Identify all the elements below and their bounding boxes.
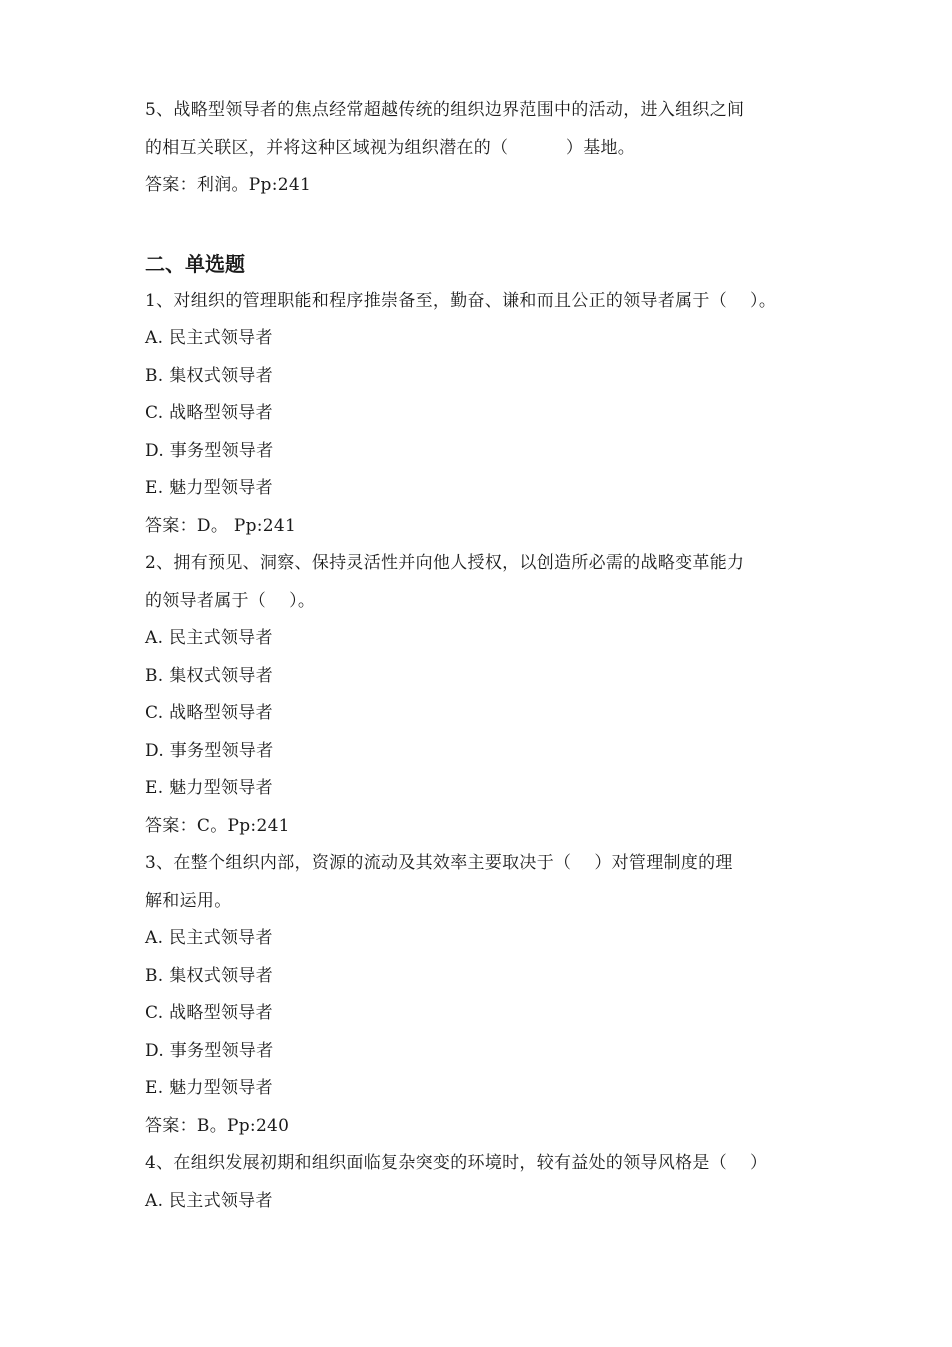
question-2-option-b: B. 集权式领导者 [145, 665, 273, 686]
question-3-option-e: E. 魅力型领导者 [145, 1078, 273, 1098]
q5-text-line-1: 5、战略型领导者的焦点经常超越传统的组织边界范围中的活动，进入组织之间 [145, 100, 745, 120]
question-3-option-d: D. 事务型领导者 [145, 1040, 274, 1061]
question-2-option-e: E. 魅力型领导者 [145, 778, 273, 798]
question-3-answer: 答案：B。Pp:240 [145, 1115, 290, 1136]
question-3-option-a: A. 民主式领导者 [145, 928, 273, 948]
question-1-answer: 答案：D。 Pp:241 [145, 515, 297, 536]
question-3-text-line-1: 3、在整个组织内部，资源的流动及其效率主要取决于（ ）对管理制度的理 [145, 853, 733, 873]
question-1-option-e: E. 魅力型领导者 [145, 478, 273, 498]
question-2-option-a: A. 民主式领导者 [145, 628, 273, 648]
document-page [145, 92, 825, 1220]
question-2-answer: 答案：C。Pp:241 [145, 815, 290, 836]
question-3-option-c: C. 战略型领导者 [145, 1003, 273, 1023]
question-3-option-b: B. 集权式领导者 [145, 965, 273, 986]
question-1-text: 1、对组织的管理职能和程序推崇备至，勤奋、谦和而且公正的领导者属于（ ）。 [145, 290, 777, 311]
question-1-option-a: A. 民主式领导者 [145, 328, 273, 348]
question-2-text-line-2: 的领导者属于（ ）。 [145, 590, 316, 611]
question-1-option-b: B. 集权式领导者 [145, 365, 273, 386]
section-gap [145, 205, 825, 249]
question-2-option-c: C. 战略型领导者 [145, 703, 273, 723]
question-1-option-c: C. 战略型领导者 [145, 403, 273, 423]
question-4-option-a: A. 民主式领导者 [145, 1190, 273, 1211]
question-2-text-line-1: 2、拥有预见、洞察、保持灵活性并向他人授权，以创造所必需的战略变革能力 [145, 553, 745, 573]
section-title: 二、单选题 [145, 251, 245, 276]
question-3-text-line-2: 解和运用。 [145, 890, 232, 911]
question-2-option-d: D. 事务型领导者 [145, 740, 274, 761]
question-4-text: 4、在组织发展初期和组织面临复杂突变的环境时，较有益处的领导风格是（ ） [145, 1153, 768, 1173]
question-1-option-d: D. 事务型领导者 [145, 440, 274, 461]
q5-text-line-2: 的相互关联区，并将这种区域视为组织潜在的（ ）基地。 [145, 137, 636, 158]
q5-answer: 答案：利润。Pp:241 [145, 175, 312, 195]
